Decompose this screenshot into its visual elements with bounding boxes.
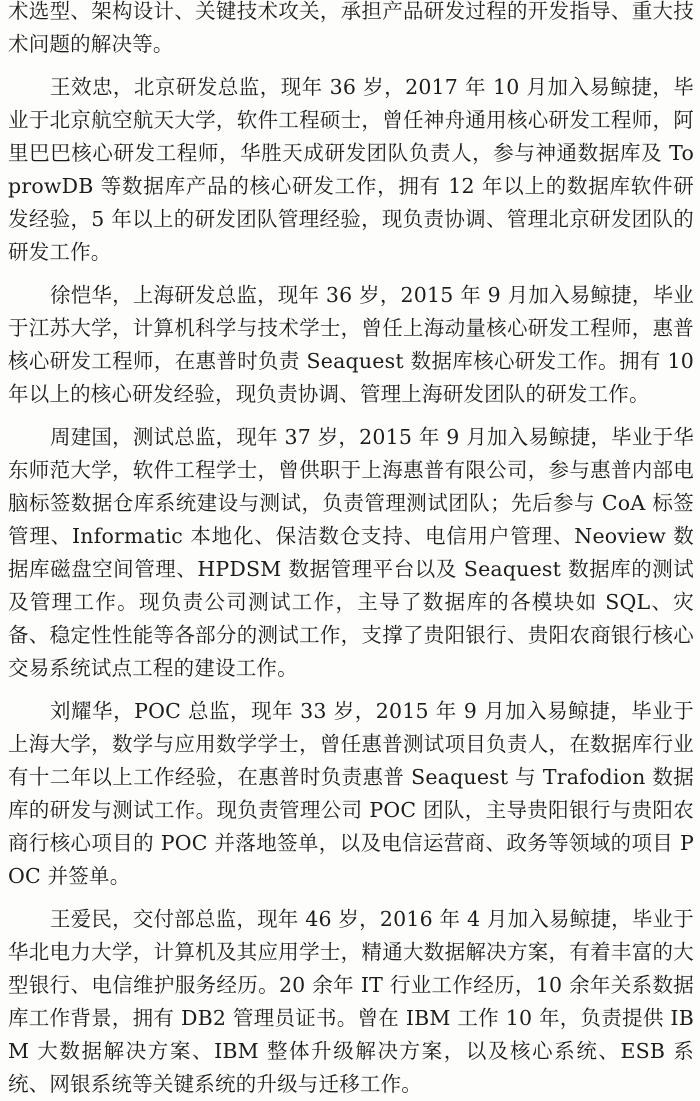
paragraph-continuation: 术选型、架构设计、关键技术攻关，承担产品研发过程的开发指导、重大技术问题的解决等。 bbox=[8, 0, 694, 56]
paragraph-liu-yaohua: 刘耀华，POC 总监，现年 33 岁，2015 年 9 月加入易鲸捷，毕业于上海大学，数学与应用数学学士，曾任惠普测试项目负责人，在数据库行业有十二年以上工作经验，在惠普时负责惠普 Seaquest 与 Trafodion 数据库的研发与测试工作。现负责管理公司 POC 团队，主导贵阳银行与贵阳农商行核心项目的 POC 并落地签单，以及电信运营商、政务等领域的项目 POC 并签单。 bbox=[8, 699, 694, 888]
paragraph-wang-xiaozhong: 王效忠，北京研发总监，现年 36 岁，2017 年 10 月加入易鲸捷，毕业于北京航空航天大学，软件工程硕士，曾任神舟通用核心研发工程师，阿里巴巴核心研发工程师，华胜天成研发团队负责人，参与神通数据库及 ToprowDB 等数据库产品的核心研发工作，拥有 12 年以上的数据库软件研发经验，5 年以上的研发团队管理经验，现负责协调、管理北京研发团队的研发工作。 bbox=[8, 75, 694, 264]
paragraph-xu-kaihua: 徐恺华，上海研发总监，现年 36 岁，2015 年 9 月加入易鲸捷，毕业于江苏大学，计算机科学与技术学士，曾任上海动量核心研发工程师，惠普核心研发工程师，在惠普时负责 Seaquest 数据库核心研发工作。拥有 10 年以上的核心研发经验，现负责协调、管理上海研发团队的研发工作。 bbox=[8, 283, 694, 406]
paragraph-zhou-jianguo: 周建国，测试总监，现年 37 岁，2015 年 9 月加入易鲸捷，毕业于华东师范大学，软件工程学士，曾供职于上海惠普有限公司，参与惠普内部电脑标签数据仓库系统建设与测试，负责管理测试团队；先后参与 CoA 标签管理、Informatic 本地化、保洁数仓支持、电信用户管理、Neoview 数据库磁盘空间管理、HPDSM 数据管理平台以及 Seaquest 数据库的测试及管理工作。现负责公司测试工作，主导了数据库的各模块如 SQL、灾备、稳定性性能等各部分的测试工作，支撑了贵阳银行、贵阳农商银行核心交易系统试点工程的建设工作。 bbox=[8, 425, 694, 680]
paragraph-wang-aimin: 王爱民，交付部总监，现年 46 岁，2016 年 4 月加入易鲸捷，毕业于华北电力大学，计算机及其应用学士，精通大数据解决方案，有着丰富的大型银行、电信维护服务经历。20 余年 IT 行业工作经历，10 余年关系数据库工作背景，拥有 DB2 管理员证书。曾在 IBM 工作 10 年，负责提供 IBM 大数据解决方案、IBM 整体升级解决方案，以及核心系统、ESB 系统、网银系统等关键系统的升级与迁移工作。 bbox=[8, 907, 694, 1096]
